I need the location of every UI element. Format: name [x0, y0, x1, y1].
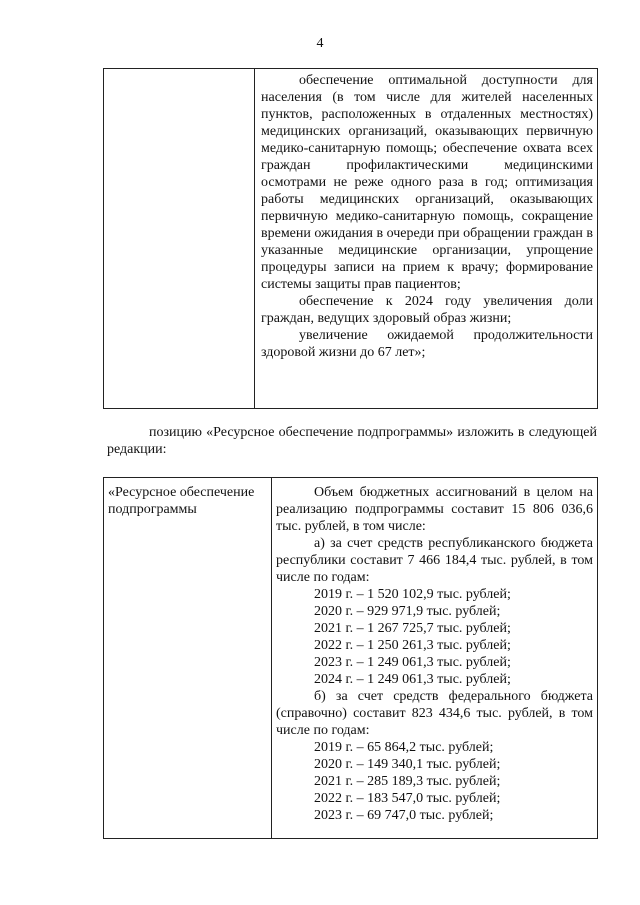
- body-paragraph: позицию «Ресурсное обеспечение подпрограммы» изложить в следующей редакции:: [107, 425, 597, 457]
- continuation-table: [103, 68, 598, 409]
- table-paragraph: обеспечение к 2024 году увеличения доли граждан, ведущих здоровый образ жизни;: [261, 294, 593, 326]
- resource-table: [103, 477, 598, 839]
- list-item: 2023 г. – 69 747,0 тыс. рублей;: [314, 808, 494, 823]
- list-item: 2019 г. – 65 864,2 тыс. рублей;: [314, 740, 494, 755]
- list-item: 2023 г. – 1 249 061,3 тыс. рублей;: [314, 655, 511, 670]
- list-item: 2019 г. – 1 520 102,9 тыс. рублей;: [314, 587, 511, 602]
- table-row: [104, 478, 598, 839]
- list-item: 2022 г. – 1 250 261,3 тыс. рублей;: [314, 638, 511, 653]
- list-item: 2020 г. – 929 971,9 тыс. рублей;: [314, 604, 501, 619]
- list-item: 2022 г. – 183 547,0 тыс. рублей;: [314, 791, 501, 806]
- republic-budget-intro: а) за счет средств республиканского бюджета республики составит 7 466 184,4 тыс. рублей, в том числе по годам:: [276, 536, 593, 585]
- table-row: [104, 69, 598, 409]
- page-number: 4: [316, 36, 324, 51]
- list-item: 2024 г. – 1 249 061,3 тыс. рублей;: [314, 672, 511, 687]
- table-paragraph: увеличение ожидаемой продолжительности здоровой жизни до 67 лет»;: [261, 328, 593, 360]
- table-cell-label: «Ресурсное обеспечение подпрограммы: [104, 478, 272, 839]
- table-cell-content: [255, 69, 598, 409]
- budget-intro: Объем бюджетных ассигнований в целом на реализацию подпрограммы составит 15 806 036,6 тыс. рублей, в том числе:: [276, 485, 593, 534]
- table-cell-label: [104, 69, 255, 409]
- list-item: 2021 г. – 285 189,3 тыс. рублей;: [314, 774, 501, 789]
- federal-budget-intro: б) за счет средств федерального бюджета (справочно) составит 823 434,6 тыс. рублей, в том числе по годам:: [276, 689, 593, 738]
- list-item: 2020 г. – 149 340,1 тыс. рублей;: [314, 757, 501, 772]
- table-cell-content: [272, 478, 598, 839]
- table-paragraph: обеспечение оптимальной доступности для населения (в том числе для жителей населенных пунктов, расположенных в отдаленных местностях) медицинских организаций, оказывающих первичную медико-санитарную помощь; обеспечение охвата всех граждан профилактическими медицинскими осмотрами не реже одного раза в год; оптимизация работы медицинских организаций, оказывающих первичную медико-санитарную помощь, сокращение времени ожидания в очереди при обращении граждан в указанные медицинские организации, упрощение процедуры записи на прием к врачу; формирование системы защиты прав пациентов;: [261, 73, 593, 292]
- list-item: 2021 г. – 1 267 725,7 тыс. рублей;: [314, 621, 511, 636]
